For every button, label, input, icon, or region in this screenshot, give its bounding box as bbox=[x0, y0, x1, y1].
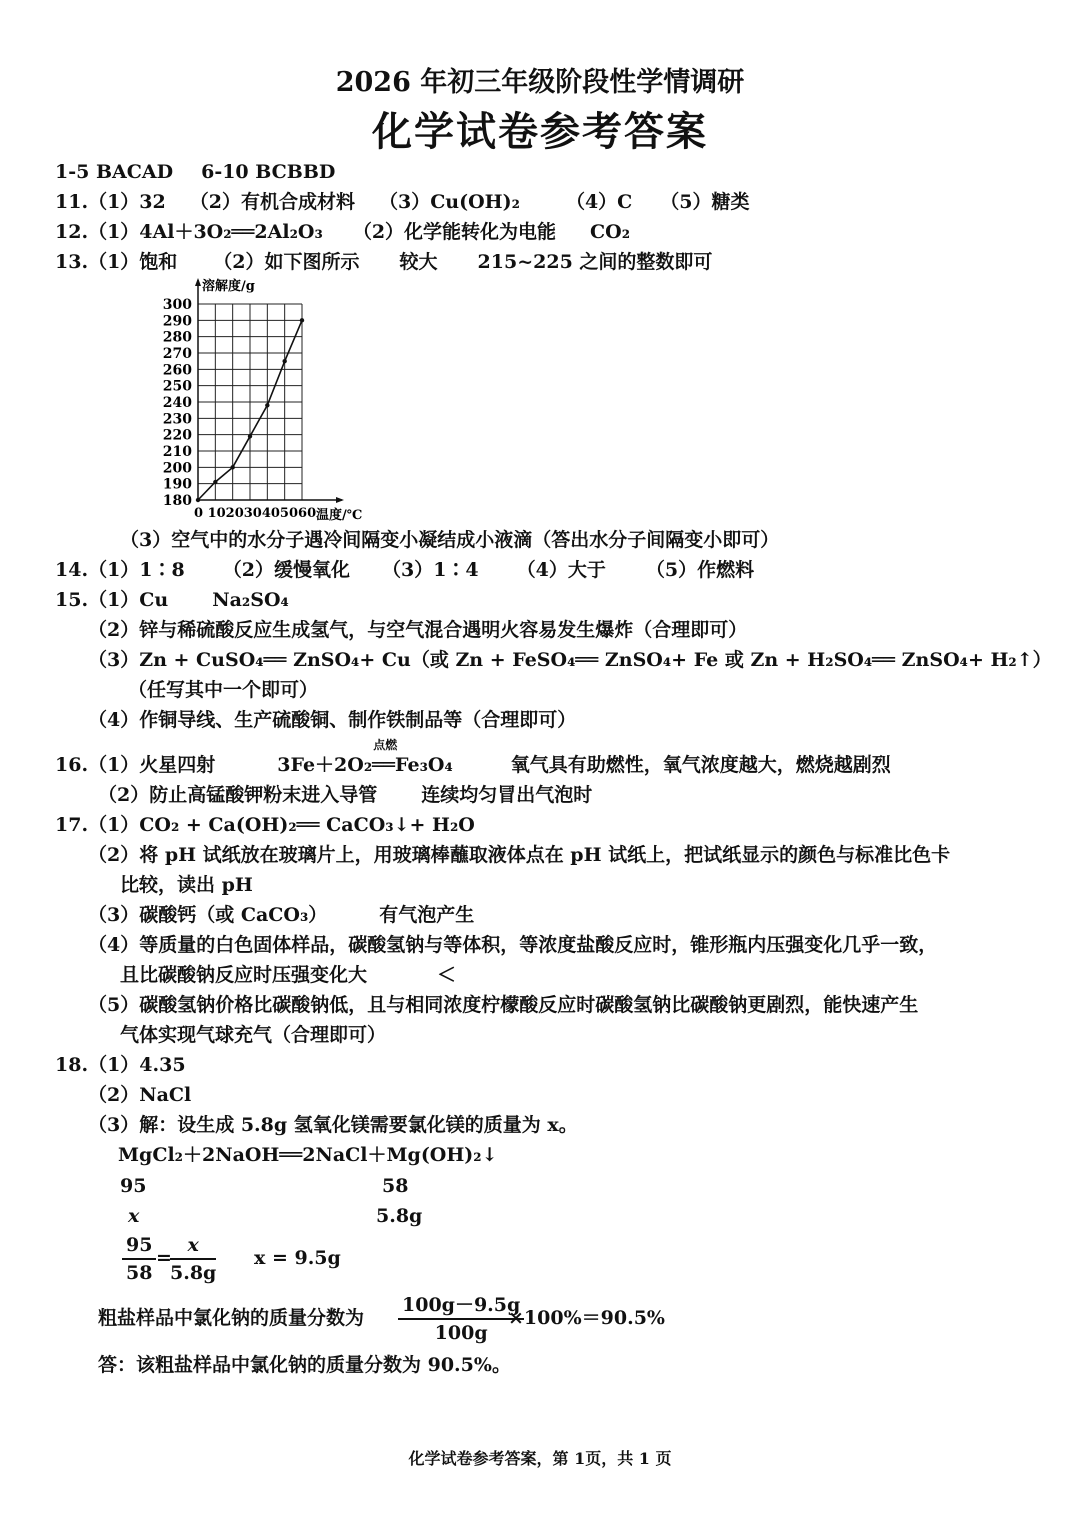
exam-title: 化学试卷参考答案 bbox=[372, 108, 708, 155]
q18-mass-fraction-result: ×100%＝90.5% bbox=[508, 1307, 665, 1329]
chart-x-axis-label: 温度/℃ bbox=[316, 508, 363, 523]
q18-equals: = bbox=[156, 1247, 172, 1269]
q11-part3: （3）Cu(OH)₂ bbox=[378, 191, 520, 213]
chart-data-point bbox=[282, 359, 286, 363]
q14-part3: （3）1∶4 bbox=[381, 559, 479, 581]
q16-part1: （1）火星四射 bbox=[88, 754, 216, 776]
q16-part2-timing: 连续均匀冒出气泡时 bbox=[421, 784, 593, 806]
q18-result: x = 9.5g bbox=[254, 1247, 341, 1269]
chart-y-tick-label: 210 bbox=[162, 444, 192, 460]
chart-data-point bbox=[196, 498, 200, 502]
chart-y-ticks bbox=[163, 297, 192, 509]
chart-y-tick-label: 200 bbox=[162, 460, 192, 477]
q16-part1-reason: 氧气具有助燃性，氧气浓度越大，燃烧越剧烈 bbox=[510, 754, 891, 776]
q14-number: 14. bbox=[55, 559, 89, 581]
q15-part3: （3）Zn + CuSO₄══ ZnSO₄+ Cu（或 Zn + FeSO₄══ ZnSO₄+ Fe 或 Zn + H₂SO₄══ ZnSO₄+ H₂↑） bbox=[88, 649, 1052, 671]
chart-y-tick-label: 280 bbox=[162, 329, 192, 346]
q18-fraction1-denominator: 58 bbox=[126, 1262, 153, 1284]
q14-part5: （5）作燃料 bbox=[645, 559, 755, 581]
q18-fraction3-numerator: 100g－9.5g bbox=[398, 1294, 524, 1320]
chart-y-tick-label: 220 bbox=[162, 427, 192, 444]
q15-part3-note: （任写其中一个即可） bbox=[128, 679, 319, 701]
q16-equation bbox=[277, 738, 453, 777]
chart-data-point bbox=[248, 434, 252, 438]
q18-mass-95: 95 bbox=[120, 1175, 147, 1197]
q17-part4: （4）等质量的白色固体样品，碳酸氢钠与等体积，等浓度盐酸反应时，锥形瓶内压强变化几乎一致， bbox=[88, 934, 938, 956]
q11-part4: （4）C bbox=[565, 191, 633, 213]
q16-equation-text: 3Fe＋2O₂══Fe₃O₄ bbox=[277, 754, 453, 776]
q16-line bbox=[55, 738, 891, 777]
q18-fraction2-denominator: 5.8g bbox=[170, 1262, 217, 1284]
q15-line bbox=[55, 588, 289, 612]
q13-part3: （3）空气中的水分子遇冷间隔变小凝结成小液滴（答出水分子间隔变小即可） bbox=[120, 529, 780, 551]
chart-y-tick-label: 240 bbox=[162, 395, 192, 411]
chart-x-tick-labels: 0 102030405060 bbox=[194, 506, 317, 521]
q18-equation: MgCl₂＋2NaOH══2NaCl＋Mg(OH)₂↓ bbox=[118, 1144, 498, 1166]
q12-number: 12. bbox=[55, 221, 89, 243]
q18-value-5-8g: 5.8g bbox=[376, 1205, 423, 1227]
q15-part1: （1）Cu bbox=[88, 589, 169, 611]
q17-line bbox=[55, 813, 475, 837]
q13-line bbox=[55, 250, 712, 274]
q16-number: 16. bbox=[55, 754, 89, 776]
q17-part2-cont: 比较，读出 pH bbox=[120, 874, 253, 896]
q18-part1: （1）4.35 bbox=[88, 1054, 186, 1076]
q18-fraction3-denominator: 100g bbox=[434, 1322, 488, 1344]
chart-grid bbox=[198, 304, 302, 500]
chart-data-point bbox=[300, 318, 304, 322]
q15-part2: （2）锌与稀硫酸反应生成氢气，与空气混合遇明火容易发生爆炸（合理即可） bbox=[88, 619, 748, 641]
q18-mass-fraction bbox=[398, 1294, 524, 1344]
q18-fraction-x-5-8g bbox=[170, 1234, 216, 1284]
page-footer: 化学试卷参考答案，第 1页，共 1 页 bbox=[408, 1449, 672, 1468]
chart-data-point bbox=[265, 403, 269, 407]
q11-number: 11. bbox=[55, 191, 89, 213]
q18-fraction-95-58 bbox=[122, 1234, 156, 1284]
q12-line bbox=[55, 220, 630, 244]
chart-y-tick-label: 290 bbox=[162, 313, 192, 330]
q18-answer: 答：该粗盐样品中氯化钠的质量分数为 90.5%。 bbox=[98, 1354, 511, 1376]
mc-answers-1-5: 1-5 BACAD bbox=[55, 161, 174, 183]
q14-part1: （1）1∶8 bbox=[88, 559, 185, 581]
q17-part5-cont: 气体实现气球充气（合理即可） bbox=[120, 1024, 387, 1046]
q15-part4: （4）作铜导线、生产硫酸铜、制作铁制品等（合理即可） bbox=[88, 709, 577, 731]
q11-part1: （1）32 bbox=[88, 191, 166, 213]
chart-y-axis-label: 溶解度/g bbox=[202, 279, 255, 294]
q17-part4-compare: ＜ bbox=[437, 964, 457, 986]
q18-fraction1-numerator: 95 bbox=[122, 1234, 156, 1260]
q17-part4-cont: 且比碳酸钠反应时压强变化大 bbox=[120, 964, 368, 986]
chart-data-point bbox=[213, 480, 217, 484]
q15-part1-na2so4: Na₂SO₄ bbox=[212, 589, 289, 611]
mc-answers bbox=[55, 160, 335, 184]
q13-part1: （1）饱和 bbox=[88, 251, 178, 273]
q12-part2: （2）化学能转化为电能 bbox=[352, 221, 557, 243]
q12-part2-co2: CO₂ bbox=[590, 221, 631, 243]
chart-axes bbox=[195, 278, 344, 503]
q16-part2: （2）防止高锰酸钾粉末进入导管 bbox=[98, 784, 378, 806]
mc-answers-6-10: 6-10 BCBBD bbox=[201, 161, 336, 183]
q16-line2 bbox=[98, 783, 592, 807]
q15-number: 15. bbox=[55, 589, 89, 611]
q11-part5: （5）糖类 bbox=[660, 191, 750, 213]
q17-line4b bbox=[120, 963, 456, 987]
chart-data-point bbox=[230, 465, 234, 469]
chart-y-tick-label: 180 bbox=[162, 493, 192, 509]
q17-part1: （1）CO₂ + Ca(OH)₂══ CaCO₃↓+ H₂O bbox=[88, 814, 475, 836]
chart-y-tick-label: 260 bbox=[162, 362, 192, 379]
q18-line bbox=[55, 1053, 186, 1077]
q14-part2: （2）缓慢氧化 bbox=[222, 559, 350, 581]
q14-part4: （4）大于 bbox=[516, 559, 606, 581]
exam-subtitle: 2026 年初三年级阶段性学情调研 bbox=[335, 67, 745, 98]
q14-line bbox=[55, 558, 754, 582]
q16-condition: 点燃 bbox=[373, 738, 398, 752]
chart-y-tick-label: 270 bbox=[162, 346, 192, 362]
q18-fraction2-numerator: x bbox=[170, 1234, 216, 1260]
q17-line3 bbox=[88, 903, 474, 927]
q13-part2-range: 215~225 之间的整数即可 bbox=[477, 251, 713, 273]
q18-number: 18. bbox=[55, 1054, 89, 1076]
q17-number: 17. bbox=[55, 814, 89, 836]
q13-part2: （2）如下图所示 bbox=[213, 251, 360, 273]
q17-part3-observation: 有气泡产生 bbox=[379, 904, 475, 926]
chart-x-axis-arrow bbox=[336, 497, 344, 503]
q17-part2: （2）将 pH 试纸放在玻璃片上，用玻璃棒蘸取液体点在 pH 试纸上，把试纸显示的颜色与标准比色卡 bbox=[88, 844, 951, 866]
q18-mass-58: 58 bbox=[382, 1175, 409, 1197]
chart-y-tick-label: 300 bbox=[162, 297, 192, 313]
q18-part2: （2）NaCl bbox=[88, 1084, 192, 1106]
chart-y-tick-label: 190 bbox=[162, 476, 192, 493]
q18-part3: （3）解：设生成 5.8g 氢氧化镁需要氯化镁的质量为 x。 bbox=[88, 1114, 578, 1136]
q13-part2-larger: 较大 bbox=[399, 251, 438, 273]
chart-y-axis-arrow bbox=[195, 278, 201, 286]
q11-part2: （2）有机合成材料 bbox=[189, 191, 355, 213]
q11-line bbox=[55, 190, 750, 214]
q12-part1: （1）4Al＋3O₂══2Al₂O₃ bbox=[88, 221, 323, 243]
q18-mass-fraction-label: 粗盐样品中氯化钠的质量分数为 bbox=[98, 1307, 365, 1329]
q18-var-x: x bbox=[128, 1205, 140, 1227]
solubility-chart bbox=[150, 272, 370, 524]
chart-y-tick-label: 230 bbox=[162, 411, 192, 428]
chart-y-tick-label: 250 bbox=[162, 378, 192, 395]
q13-number: 13. bbox=[55, 251, 89, 273]
q17-part5: （5）碳酸氢钠价格比碳酸钠低，且与相同浓度柠檬酸反应时碳酸氢钠比碳酸钠更剧烈，能快速产生 bbox=[88, 994, 919, 1016]
q17-part3: （3）碳酸钙（或 CaCO₃） bbox=[88, 904, 328, 926]
